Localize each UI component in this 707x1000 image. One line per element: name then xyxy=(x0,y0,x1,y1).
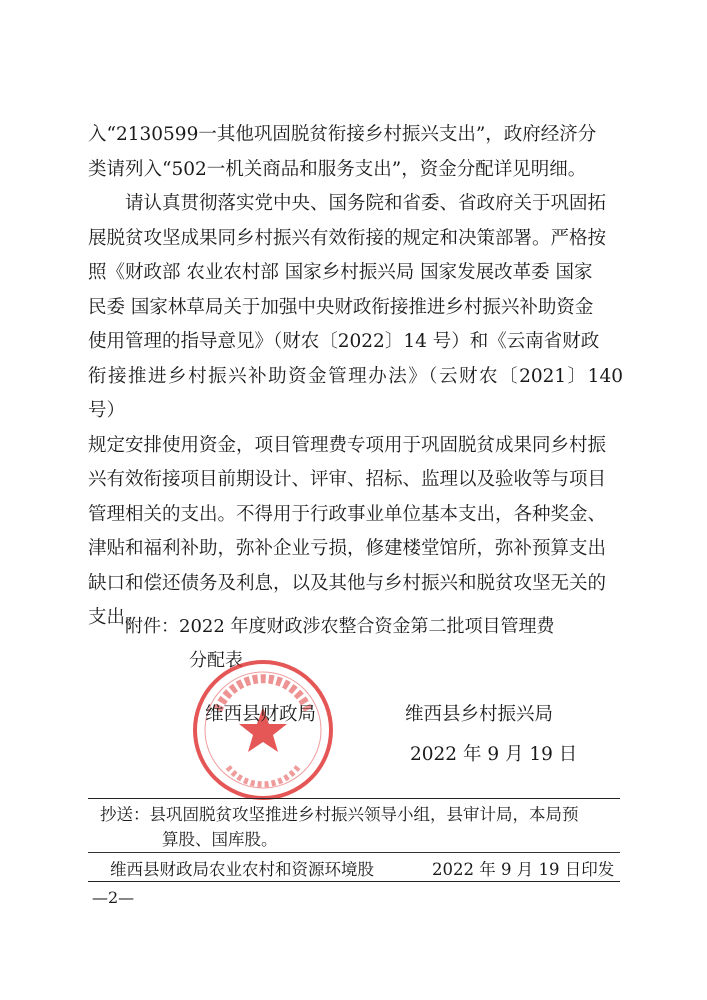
text-line: 兴有效衔接项目前期设计、评审、招标、监理以及验收等与项目 xyxy=(88,469,607,490)
text-line: 照《财政部 农业农村部 国家乡村振兴局 国家发展改革委 国家 xyxy=(88,262,593,283)
body-text xyxy=(88,118,623,636)
divider xyxy=(88,798,620,799)
cc-line: 抄送：县巩固脱贫攻坚推进乡村振兴领导小组，县审计局，本局预 xyxy=(100,805,579,824)
divider xyxy=(88,852,620,853)
issuer-left: 维西县财政局 xyxy=(205,704,317,725)
cc-list xyxy=(100,802,610,852)
text-line: 衔接推进乡村振兴补助资金管理办法》（云财农〔2021〕140 号） xyxy=(88,365,623,421)
divider xyxy=(88,881,620,882)
text-line: 展脱贫攻坚成果同乡村振兴有效衔接的规定和决策部署。严格按 xyxy=(88,227,607,249)
page-number: —2— xyxy=(92,888,135,907)
text-line: 支出。 xyxy=(88,607,144,628)
text-line: 类请列入“502一机关商品和服务支出”，资金分配详见明细。 xyxy=(88,158,587,180)
issuing-office: 维西县财政局农业农村和资源环境股 xyxy=(110,860,374,879)
issuer-right: 维西县乡村振兴局 xyxy=(405,704,554,725)
paragraph-2 xyxy=(88,187,623,636)
cc-line: 算股、国库股。 xyxy=(162,830,278,849)
text-line: 管理相关的支出。不得用于行政事业单位基本支出，各种奖金、 xyxy=(88,503,607,525)
text-line: 民委 国家林草局关于加强中央财政衔接推进乡村振兴补助资金 xyxy=(88,296,594,318)
attachment-line: 分配表 xyxy=(189,650,243,671)
official-seal-icon xyxy=(188,655,338,805)
text-line: 规定安排使用资金，项目管理费专项用于巩固脱贫成果同乡村振 xyxy=(88,434,607,456)
attachment-line: 附件：2022 年度财政涉农整合资金第二批项目管理费 xyxy=(125,616,555,637)
text-line: 请认真贯彻落实党中央、国务院和省委、省政府关于巩固拓 xyxy=(125,193,607,214)
paragraph-1 xyxy=(88,118,623,187)
signature-date: 2022 年 9 月 19 日 xyxy=(410,744,578,765)
text-line: 缺口和偿还债务及利息，以及其他与乡村振兴和脱贫攻坚无关的 xyxy=(88,572,607,594)
text-line: 津贴和福利补助，弥补企业亏损，修建楼堂馆所，弥补预算支出 xyxy=(88,538,607,559)
text-line: 使用管理的指导意见》（财农〔2022〕14 号）和《云南省财政 xyxy=(88,331,600,352)
issue-date: 2022 年 9 月 19 日印发 xyxy=(432,860,615,879)
text-line: 入“2130599一其他巩固脱贫衔接乡村振兴支出”，政府经济分 xyxy=(88,124,597,145)
